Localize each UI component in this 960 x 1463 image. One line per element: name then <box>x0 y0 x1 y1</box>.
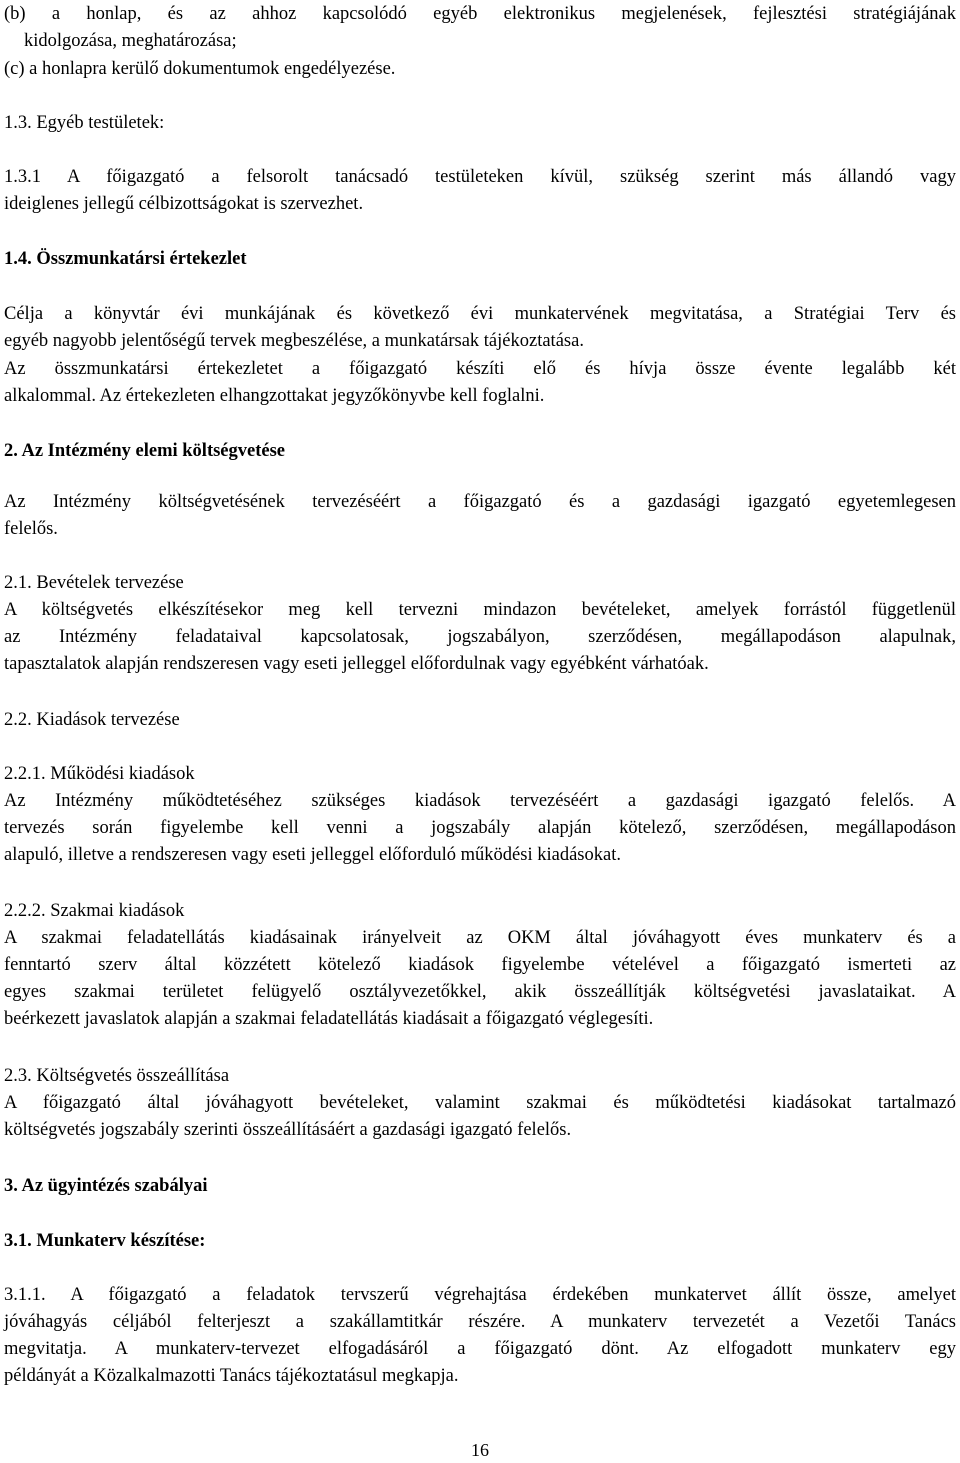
paragraph-line: Célja a könyvtár évi munkájának és következő évi munkatervének megvitatása, a Stratégiai Terv és <box>4 304 956 324</box>
section-3-1-paragraph <box>4 1282 956 1390</box>
section-heading: 1.3. Egyéb testületek: <box>4 113 165 133</box>
paragraph-line: alkalommal. Az értekezleten elhangzottakat jegyzőkönyvbe kell foglalni. <box>4 386 545 406</box>
list-item-b-line2: kidolgozása, meghatározása; <box>24 31 237 51</box>
section-1-4-paragraph-1 <box>4 301 956 355</box>
paragraph-line: A főigazgató által jóváhagyott bevételeket, valamint szakmai és működtetési kiadásokat tartalmazó <box>4 1093 956 1113</box>
paragraph-line: egyéb nagyobb jelentőségű tervek megbeszélése, a munkatársak tájékoztatása. <box>4 331 584 351</box>
section-2-1 <box>4 570 956 678</box>
paragraph-line: az Intézmény feladataival kapcsolatosak, jogszabályon, szerződésen, megállapodáson alapulnak, <box>4 627 956 647</box>
list-item-c-text: (c) a honlapra kerülő dokumentumok engedélyezése. <box>4 59 396 79</box>
section-2-heading <box>4 438 956 465</box>
list-item-c <box>4 56 956 83</box>
section-heading: 3.1. Munkaterv készítése: <box>4 1231 206 1251</box>
section-2-3 <box>4 1063 956 1144</box>
paragraph-line: 1.3.1 A főigazgató a felsorolt tanácsadó testületeken kívül, szükség szerint más állandó vagy <box>4 167 956 187</box>
paragraph-line: A költségvetés elkészítésekor meg kell tervezni mindazon bevételeket, amelyek forrástól függetlenül <box>4 600 956 620</box>
paragraph-line: tervezés során figyelembe kell venni a jogszabály alapján kötelező, szerződésen, megállapodáson <box>4 818 956 838</box>
section-heading: 3. Az ügyintézés szabályai <box>4 1176 208 1196</box>
section-heading: 2.3. Költségvetés összeállítása <box>4 1066 230 1086</box>
paragraph-line: jóváhagyás céljából felterjeszt a szakállamtitkár részére. A munkaterv tervezetét a Vezetői Tanács <box>4 1312 956 1332</box>
paragraph-line: A szakmai feladatellátás kiadásainak irányelveit az OKM által jóváhagyott éves munkaterv és a <box>4 928 956 948</box>
section-3-heading <box>4 1173 956 1200</box>
paragraph-line: fenntartó szerv által közzétett kötelező kiadások figyelembe vételével a főigazgató ismerteti az <box>4 955 956 975</box>
section-heading: 2.1. Bevételek tervezése <box>4 573 184 593</box>
paragraph-line: tapasztalatok alapján rendszeresen vagy eseti jelleggel előfordulnak vagy egyébként várhatóak. <box>4 654 709 674</box>
section-heading: 1.4. Összmunkatársi értekezlet <box>4 249 247 269</box>
paragraph-line: Az Intézmény költségvetésének tervezéséért a főigazgató és a gazdasági igazgató egyetemlegesen <box>4 492 956 512</box>
paragraph-line: felelős. <box>4 519 58 539</box>
section-3-1-heading <box>4 1228 956 1255</box>
section-2-2-1 <box>4 761 956 869</box>
paragraph-line: költségvetés jogszabály szerinti összeállításáért a gazdasági igazgató felelős. <box>4 1120 572 1140</box>
list-item-b <box>4 1 956 55</box>
list-item-b-line1: (b) a honlap, és az ahhoz kapcsolódó egyéb elektronikus megjelenések, fejlesztési stratégiájának <box>4 4 956 24</box>
paragraph-line: példányát a Közalkalmazotti Tanács tájékoztatásul megkapja. <box>4 1366 459 1386</box>
paragraph-line: egyes szakmai területet felügyelő osztályvezetőkkel, akik összeállítják költségvetési javaslataikat. A <box>4 982 956 1002</box>
section-1-4-heading <box>4 246 956 273</box>
paragraph-line: Az összmunkatársi értekezletet a főigazgató készíti elő és hívja össze évente legalább két <box>4 359 956 379</box>
section-heading: 2.2.1. Működési kiadások <box>4 764 195 784</box>
section-2-paragraph <box>4 489 956 543</box>
paragraph-line: Az Intézmény működtetéséhez szükséges kiadások tervezéséért a gazdasági igazgató felelős. A <box>4 791 956 811</box>
paragraph-line: ideiglenes jellegű célbizottságokat is szervezhet. <box>4 194 364 214</box>
section-heading: 2. Az Intézmény elemi költségvetése <box>4 441 286 461</box>
section-2-2-2 <box>4 898 956 1033</box>
section-1-3-heading <box>4 110 956 137</box>
paragraph-line: megvitatja. A munkaterv-tervezet elfogadásáról a főigazgató dönt. Az elfogadott munkaterv egy <box>4 1339 956 1359</box>
paragraph-line: 3.1.1. A főigazgató a feladatok tervszerű végrehajtása érdekében munkatervet állít össze, amelyet <box>4 1285 956 1305</box>
section-2-2-heading <box>4 707 956 734</box>
paragraph-line: beérkezett javaslatok alapján a szakmai feladatellátás kiadásait a főigazgató véglegesíti. <box>4 1009 654 1029</box>
page-number: 16 <box>471 1440 489 1460</box>
section-heading: 2.2.2. Szakmai kiadások <box>4 901 185 921</box>
section-1-4-paragraph-2 <box>4 356 956 410</box>
paragraph-line: alapuló, illetve a rendszeresen vagy eseti jelleggel előforduló működési kiadásokat. <box>4 845 621 865</box>
section-1-3-paragraph <box>4 164 956 218</box>
section-heading: 2.2. Kiadások tervezése <box>4 710 180 730</box>
